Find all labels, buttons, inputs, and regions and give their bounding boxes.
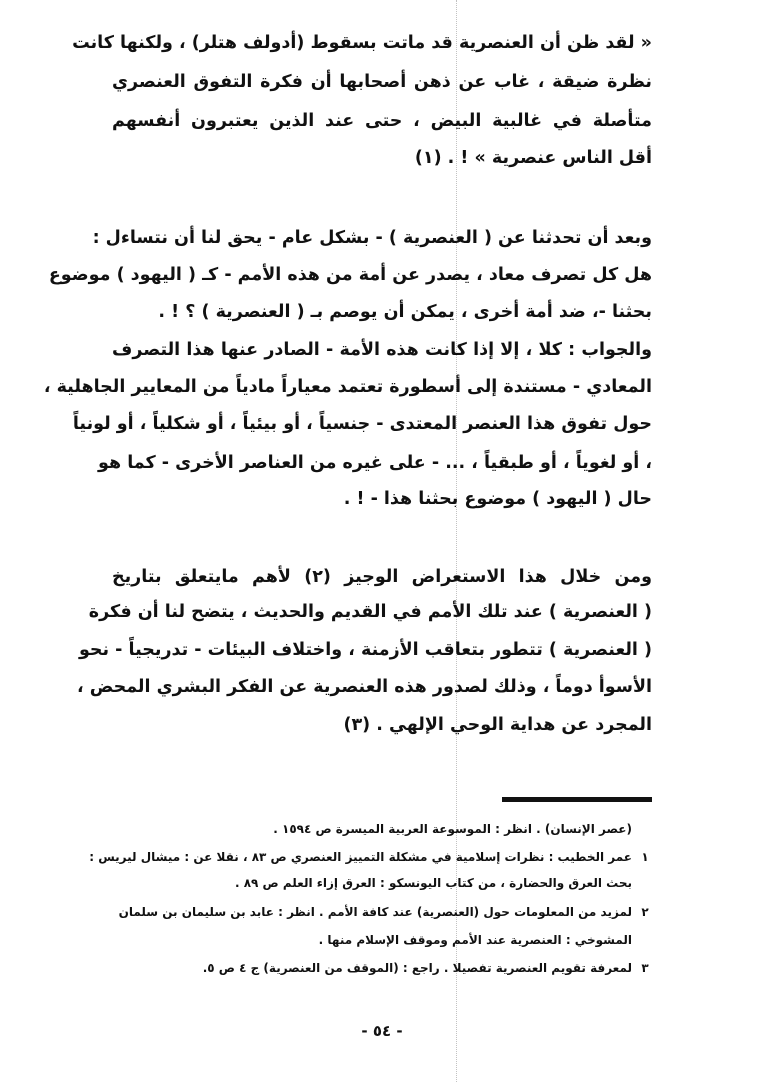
paragraph-2-line-1: وبعد أن تحدثنا عن ( العنصرية ) - بشكل عام - يحق لنا أن نتساءل : (92, 228, 652, 248)
paragraph-2-line-2: هل كل تصرف معاد ، يصدر عن أمة من هذه الأمم - كـ ( اليهود ) موضوع (48, 265, 652, 285)
footnote-2-line-2 (104, 931, 652, 949)
paragraph-3-line-4: ، أو لغوياً ، أو طبقياً ، ... - على غيره من العناصر الأخرى - كما هو (98, 453, 652, 473)
footnote-2-text: لمزيد من المعلومات حول (العنصرية) عند كافة الأمم . انظر : عابد بن سليمان بن سلمان (118, 905, 632, 919)
paragraph-3-line-3: حول تفوق هذا العنصر المعتدى - جنسياً ، أو بيئياً ، أو شكلياً ، أو لونياً (72, 414, 652, 434)
paragraph-3-line-1: والجواب : كلا ، إلا إذا كانت هذه الأمة - الصادر عنها هذا التصرف (112, 340, 652, 360)
footnote-1-number: ١ (641, 850, 649, 864)
paragraph-4-line-3: ( العنصرية ) تتطور بتعاقب الأزمنة ، واختلاف البيئات - تدريجياً - نحو (78, 640, 652, 660)
paragraph-1-line-1: « لقد ظن أن العنصرية قد ماتت بسقوط (أدولف هتلر) ، ولكنها كانت (72, 33, 652, 53)
paragraph-2-line-3: بحثنا -، ضد أمة أخرى ، يمكن أن يوصم بـ ( العنصرية ) ؟ ! . (158, 302, 652, 322)
footnote-2-line-1 (104, 903, 652, 921)
paragraph-3-line-2: المعادي - مستندة إلى أسطورة تعتمد معياراً مادياً من المعايير الجاهلية ، (43, 377, 652, 397)
paragraph-4-line-4: الأسوأ دوماً ، وذلك لصدور هذه العنصرية عن الفكر البشري المحض ، (76, 677, 652, 697)
footnote-0-text: (عصر الإنسان) . انظر : الموسوعة العربية الميسرة ص ١٥٩٤ . (273, 822, 632, 836)
paragraph-1-line-4: أقل الناس عنصرية » ! . (١) (414, 148, 652, 168)
paragraph-4-line-2: ( العنصرية ) عند تلك الأمم في القديم والحديث ، يتضح لنا أن فكرة (88, 602, 652, 622)
footnote-3-line-1 (104, 959, 652, 977)
footnote-1-line-2 (104, 874, 652, 892)
paragraph-1-line-3: متأصلة في غالبية البيض ، حتى عند الذين يعتبرون أنفسهم (112, 111, 652, 131)
paragraph-4-line-1: ومن خلال هذا الاستعراض الوجيز (٢) لأهم مايتعلق بتاريخ (112, 567, 652, 587)
paragraph-3-line-5: حال ( اليهود ) موضوع بحثنا هذا - ! . (343, 489, 652, 509)
footnote-2-text-cont: المشوخي : العنصرية عند الأمم وموقف الإسلام منها . (318, 933, 632, 947)
footnote-1-text: عمر الخطيب : نظرات إسلامية في مشكلة التمييز العنصري ص ٨٣ ، نقلا عن : ميشال ليريس : (89, 850, 632, 864)
paragraph-4-line-5: المجرد عن هداية الوحي الإلهي . (٣) (343, 715, 652, 735)
footnote-3-number: ٣ (641, 961, 649, 975)
footnote-1-text-cont: بحث العرق والحضارة ، من كتاب اليونسكو : العرق إزاء العلم ص ٨٩ . (234, 876, 632, 890)
page-number: - ٥٤ - (361, 1022, 403, 1040)
footnote-separator (502, 797, 652, 802)
footnote-1-line-1 (89, 848, 652, 866)
footnote-2-number: ٢ (641, 905, 649, 919)
footnote-3-text: لمعرفة تقويم العنصرية تفصيلا . راجع : (الموقف من العنصرية) ج ٤ ص ٥. (202, 961, 632, 975)
paragraph-1-line-2: نظرة ضيقة ، غاب عن ذهن أصحابها أن فكرة التفوق العنصري (112, 72, 652, 92)
footnote-0-line-1 (104, 820, 652, 838)
